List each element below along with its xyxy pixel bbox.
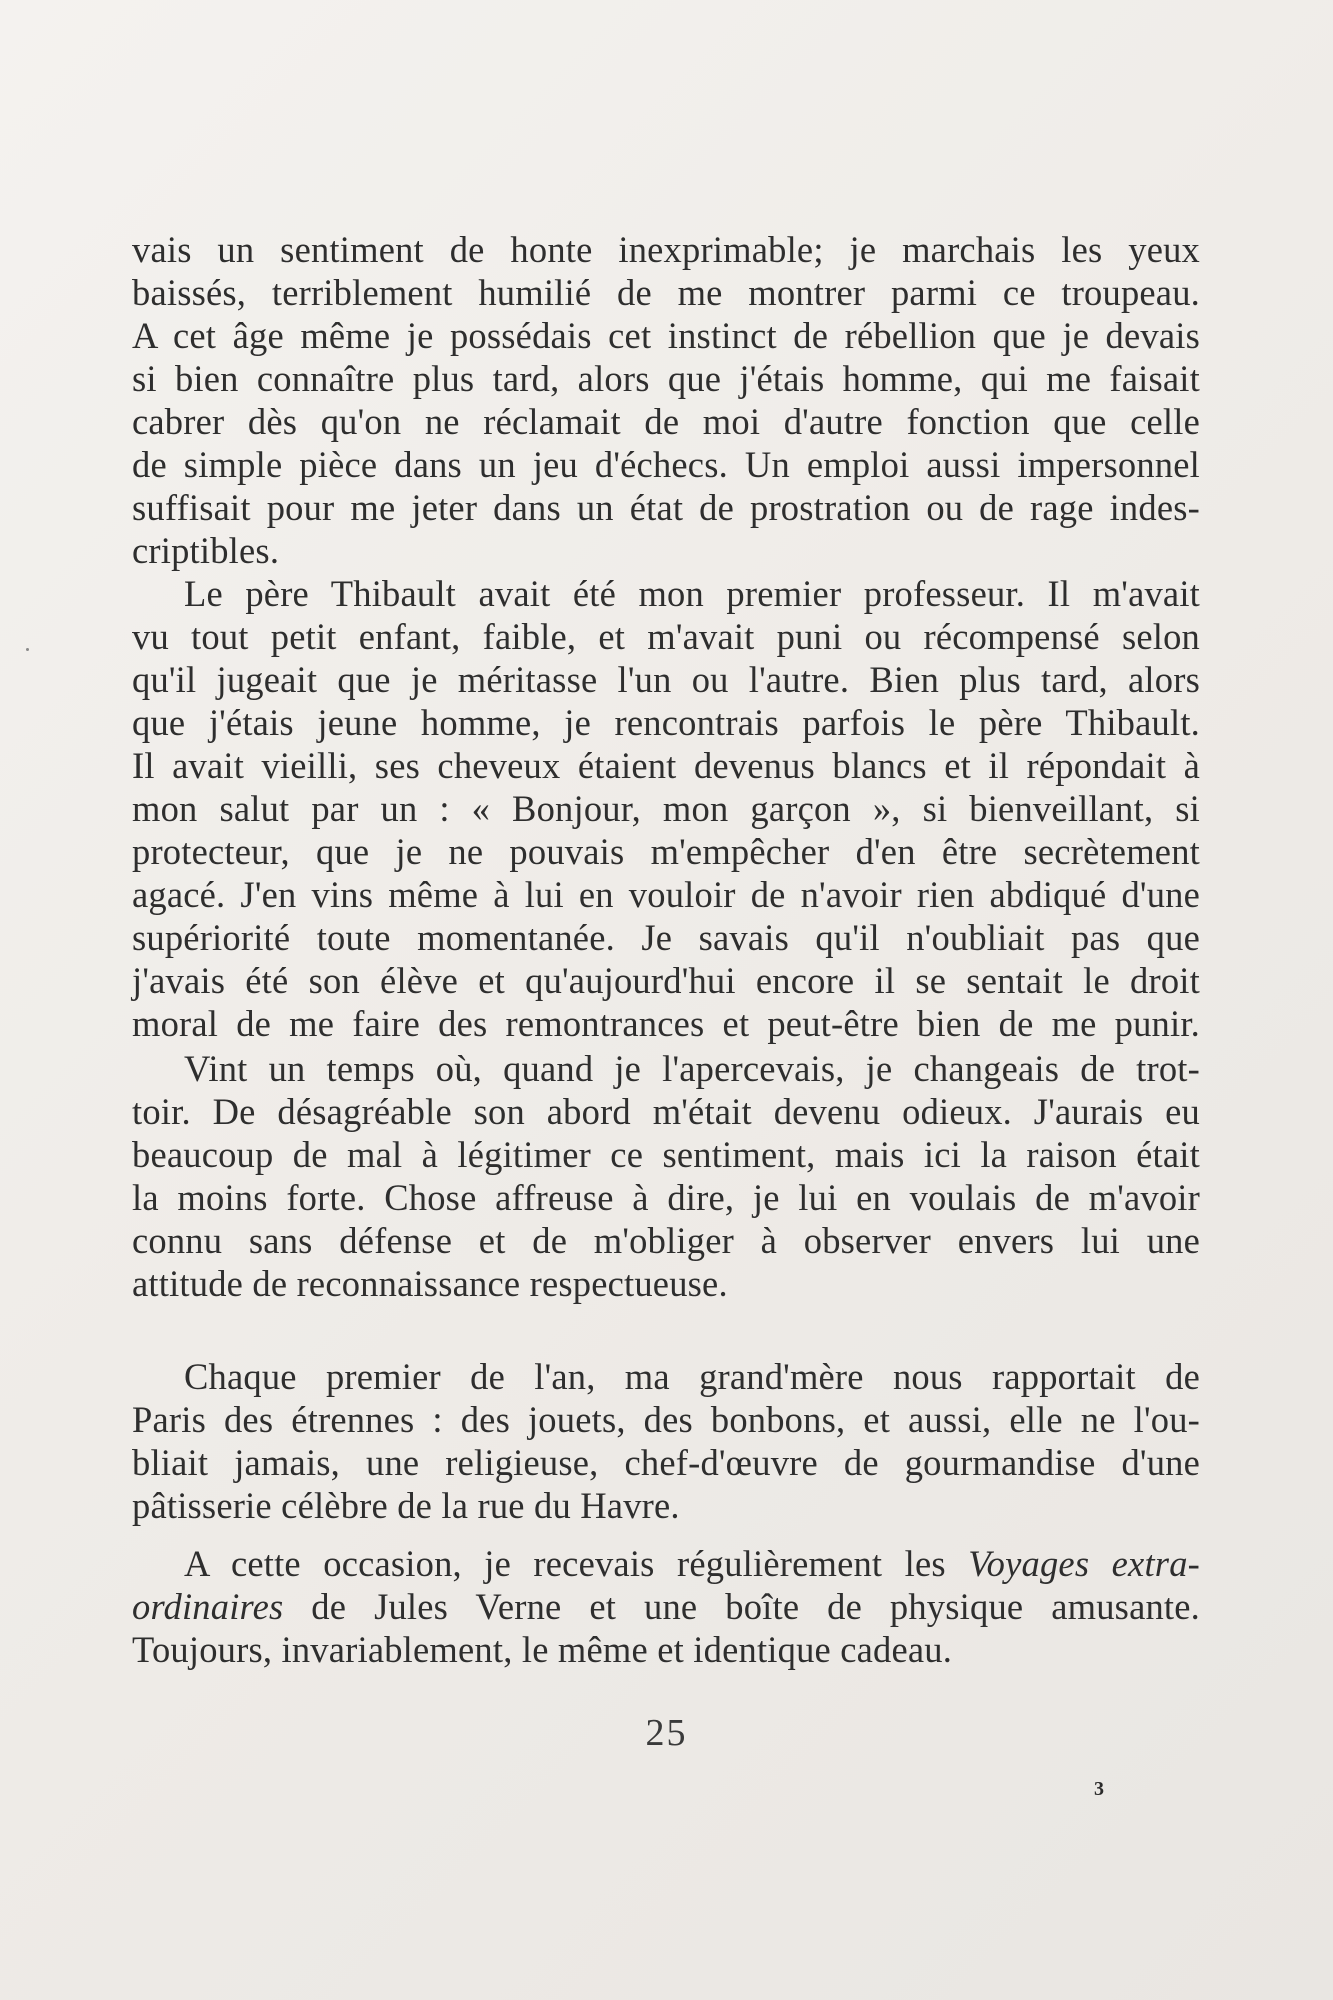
text-line <box>132 1585 1200 1628</box>
text-line: beaucoup de mal à légitimer ce sentiment, mais ici la raison était <box>132 1134 1200 1175</box>
text-line: vais un sentiment de honte inexprimable; je marchais les yeux <box>132 229 1200 270</box>
paragraph-1 <box>132 228 1200 572</box>
text-line: Toujours, invariablement, le même et identique cadeau. <box>132 1629 953 1670</box>
text-line: vu tout petit enfant, faible, et m'avait puni ou récompensé selon <box>132 616 1200 657</box>
text-line: Vint un temps où, quand je l'apercevais, je changeais de trot- <box>184 1048 1200 1089</box>
book-title-italic: Voyages extra- <box>968 1543 1200 1584</box>
text-line: bliait jamais, une religieuse, chef-d'œuvre de gourmandise d'une <box>132 1442 1200 1483</box>
book-title-italic: ordinaires <box>132 1586 284 1627</box>
text-line: connu sans défense et de m'obliger à observer envers lui une <box>132 1220 1200 1261</box>
text-line: moral de me faire des remontrances et peut-être bien de me punir. <box>132 1003 1200 1044</box>
signature-mark: 3 <box>1094 1778 1104 1800</box>
text-line: supériorité toute momentanée. Je savais qu'il n'oubliait pas que <box>132 917 1200 958</box>
text-line: que j'étais jeune homme, je rencontrais parfois le père Thibault. <box>132 702 1200 743</box>
text-line: j'avais été son élève et qu'aujourd'hui encore il se sentait le droit <box>132 960 1200 1001</box>
text-line: baissés, terriblement humilié de me montrer parmi ce troupeau. <box>132 272 1200 313</box>
text-line: la moins forte. Chose affreuse à dire, je lui en voulais de m'avoir <box>132 1177 1200 1218</box>
text-line: agacé. J'en vins même à lui en vouloir de n'avoir rien abdiqué d'une <box>132 874 1200 915</box>
text-line: protecteur, que je ne pouvais m'empêcher d'en être secrètement <box>132 831 1200 872</box>
paper-speck <box>26 648 29 651</box>
text-line: attitude de reconnaissance respectueuse. <box>132 1263 728 1304</box>
text-line: pâtisserie célèbre de la rue du Havre. <box>132 1485 680 1526</box>
paragraph-2 <box>132 572 1200 1045</box>
text-line: si bien connaître plus tard, alors que j'étais homme, qui me faisait <box>132 358 1200 399</box>
text-line: de simple pièce dans un jeu d'échecs. Un emploi aussi impersonnel <box>132 444 1200 485</box>
text-line: Il avait vieilli, ses cheveux étaient devenus blancs et il répondait à <box>132 745 1200 786</box>
text-line: Chaque premier de l'an, ma grand'mère nous rapportait de <box>184 1356 1200 1397</box>
text-line: cabrer dès qu'on ne réclamait de moi d'autre fonction que celle <box>132 401 1200 442</box>
text-line: A cet âge même je possédais cet instinct de rébellion que je devais <box>132 315 1200 356</box>
text-line: mon salut par un : « Bonjour, mon garçon », si bienveillant, si <box>132 788 1200 829</box>
text-line: toir. De désagréable son abord m'était devenu odieux. J'aurais eu <box>132 1091 1200 1132</box>
text-line: suffisait pour me jeter dans un état de prostration ou de rage indes- <box>132 487 1200 528</box>
paragraph-4 <box>132 1355 1200 1527</box>
paragraph-5 <box>132 1542 1200 1671</box>
text-line: qu'il jugeait que je méritasse l'un ou l'autre. Bien plus tard, alors <box>132 659 1200 700</box>
paragraph-3 <box>132 1047 1200 1305</box>
text-run: de Jules Verne et une boîte de physique amusante. <box>283 1586 1200 1627</box>
text-run: A cette occasion, je recevais régulièrement les <box>184 1543 969 1584</box>
text-line: Le père Thibault avait été mon premier professeur. Il m'avait <box>184 573 1200 614</box>
page-number: 25 <box>645 1712 688 1754</box>
text-line <box>132 1542 1200 1585</box>
text-line: criptibles. <box>132 530 280 571</box>
text-line: Paris des étrennes : des jouets, des bonbons, et aussi, elle ne l'ou- <box>132 1399 1200 1440</box>
